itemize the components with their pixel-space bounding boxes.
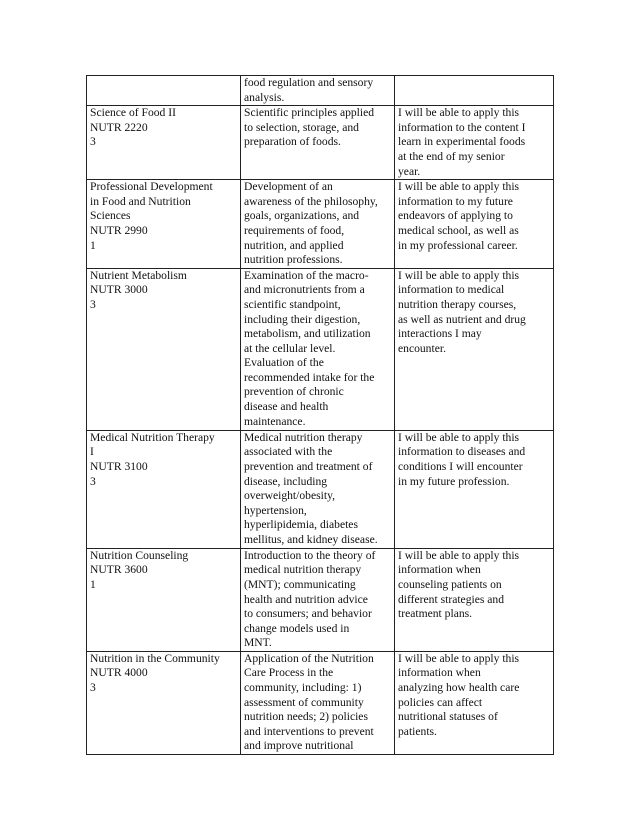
course-cell: Medical Nutrition Therapy I NUTR 3100 3: [87, 430, 241, 548]
table-row: [87, 548, 554, 651]
course-cell: Nutrition Counseling NUTR 3600 1: [87, 548, 241, 651]
application-cell: I will be able to apply this information when analyzing how health care policies can affect nutritional statuses of patients.: [395, 651, 554, 754]
application-cell: I will be able to apply this information to the content I learn in experimental foods at the end of my senior year.: [395, 106, 554, 180]
table-row: [87, 106, 554, 180]
application-cell: I will be able to apply this information when counseling patients on different strategies and treatment plans.: [395, 548, 554, 651]
application-cell: [395, 76, 554, 106]
application-cell: I will be able to apply this information to my future endeavors of applying to medical school, as well as in my professional career.: [395, 180, 554, 269]
course-table: [86, 75, 554, 755]
table-row: [87, 651, 554, 754]
table-row: [87, 268, 554, 430]
description-cell: Application of the Nutrition Care Process in the community, including: 1) assessment of community nutrition needs; 2) policies and interventions to prevent and improve nutritional: [241, 651, 395, 754]
course-cell: [87, 76, 241, 106]
description-cell: food regulation and sensory analysis.: [241, 76, 395, 106]
application-cell: I will be able to apply this information to medical nutrition therapy courses, as well as nutrient and drug interactions I may encounter.: [395, 268, 554, 430]
description-cell: Scientific principles applied to selection, storage, and preparation of foods.: [241, 106, 395, 180]
table-row: [87, 180, 554, 269]
description-cell: Medical nutrition therapy associated with the prevention and treatment of disease, including overweight/obesity, hypertension, hyperlipidemia, diabetes mellitus, and kidney disease.: [241, 430, 395, 548]
table-row: [87, 76, 554, 106]
course-cell: Nutrition in the Community NUTR 4000 3: [87, 651, 241, 754]
application-cell: I will be able to apply this information to diseases and conditions I will encounter in my future profession.: [395, 430, 554, 548]
description-cell: Development of an awareness of the philosophy, goals, organizations, and requirements of food, nutrition, and applied nutrition professions.: [241, 180, 395, 269]
description-cell: Examination of the macro- and micronutrients from a scientific standpoint, including their digestion, metabolism, and utilization at the cellular level. Evaluation of the recommended intake for the prevention of chronic disease and health maintenance.: [241, 268, 395, 430]
description-cell: Introduction to the theory of medical nutrition therapy (MNT); communicating health and nutrition advice to consumers; and behavior change models used in MNT.: [241, 548, 395, 651]
table-row: [87, 430, 554, 548]
course-cell: Science of Food II NUTR 2220 3: [87, 106, 241, 180]
course-cell: Nutrient Metabolism NUTR 3000 3: [87, 268, 241, 430]
course-cell: Professional Development in Food and Nutrition Sciences NUTR 2990 1: [87, 180, 241, 269]
